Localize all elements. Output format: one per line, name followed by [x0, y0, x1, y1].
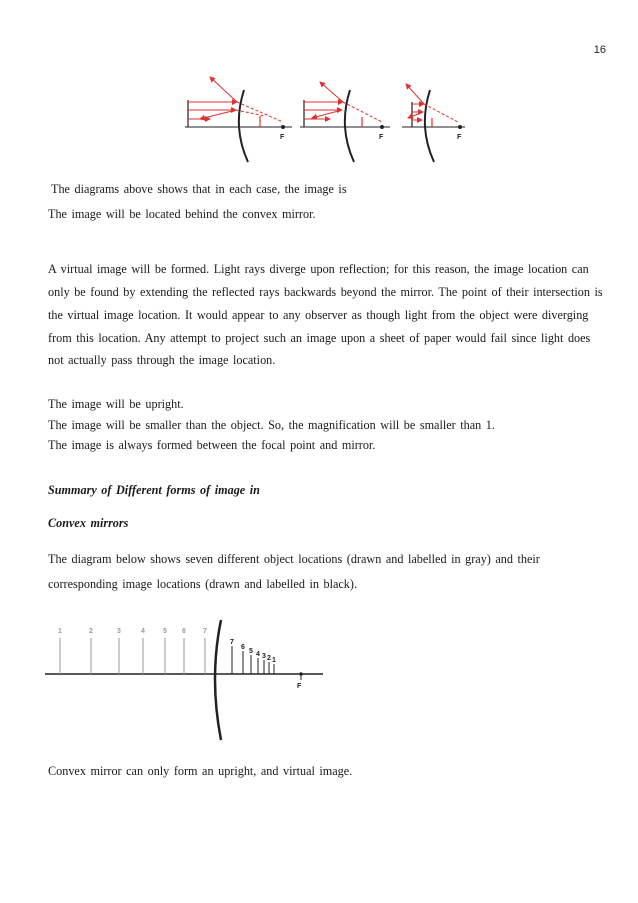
object-label: 3 — [117, 628, 121, 635]
image-label: 2 — [267, 655, 271, 662]
paragraph-virtual-line-2: only be found by extending the reflected rays backwards beyond the mirror. The point of their intersection is — [48, 285, 603, 299]
ray-diagrams-figure — [180, 72, 470, 172]
paragraph-diagram-intro: The diagrams above shows that in each case, the image is — [51, 182, 347, 196]
focal-label-1: F — [280, 134, 285, 141]
object-label: 1 — [58, 628, 62, 635]
image-markers — [230, 639, 276, 674]
image-label: 6 — [241, 644, 245, 651]
image-label: 5 — [249, 648, 253, 655]
paragraph-focal-between: The image is always formed between the focal point and mirror. — [48, 438, 376, 452]
paragraph-smaller: The image will be smaller than the object. So, the magnification will be smaller than 1. — [48, 418, 495, 432]
paragraph-virtual-line-1: A virtual image will be formed. Light rays diverge upon reflection; for this reason, the image location can — [48, 262, 589, 276]
object-image-locations-diagram — [45, 618, 325, 744]
image-label: 3 — [262, 653, 266, 660]
ray-diagram-2 — [300, 82, 390, 162]
ray-diagram-3 — [402, 84, 465, 162]
paragraph-virtual-line-4: from this location. Any attempt to project such an image upon a sheet of paper would fail since light does — [48, 331, 591, 345]
section-heading-convex: Convex mirrors — [48, 516, 129, 530]
paragraph-virtual-line-5: not actually pass through the image location. — [48, 353, 276, 367]
paragraph-virtual-line-3: the virtual image location. It would appear to any observer as though light from the object were diverging — [48, 308, 589, 322]
image-label: 4 — [256, 651, 260, 658]
convex-mirror — [215, 620, 221, 740]
page-number: 16 — [593, 44, 606, 56]
object-label: 5 — [163, 628, 167, 635]
image-label: 7 — [230, 639, 234, 646]
section-heading-summary: Summary of Different forms of image in — [48, 483, 260, 497]
object-label: 7 — [203, 628, 207, 635]
paragraph-conclusion: Convex mirror can only form an upright, and virtual image. — [48, 764, 353, 778]
paragraph-diagram-below-line-1: The diagram below shows seven different object locations (drawn and labelled in gray) and their — [48, 552, 540, 566]
ray-diagram-1 — [185, 77, 292, 162]
focal-label-2: F — [379, 134, 384, 141]
object-label: 2 — [89, 628, 93, 635]
paragraph-image-location: The image will be located behind the convex mirror. — [48, 207, 316, 221]
focal-label-3: F — [457, 134, 462, 141]
object-label: 6 — [182, 628, 186, 635]
paragraph-diagram-below-line-2: corresponding image locations (drawn and labelled in black). — [48, 577, 357, 591]
focal-label-bottom: F — [297, 683, 302, 690]
object-markers — [58, 628, 207, 674]
object-label: 4 — [141, 628, 145, 635]
image-label: 1 — [272, 657, 276, 664]
focal-point — [299, 672, 303, 676]
paragraph-upright: The image will be upright. — [48, 397, 184, 411]
